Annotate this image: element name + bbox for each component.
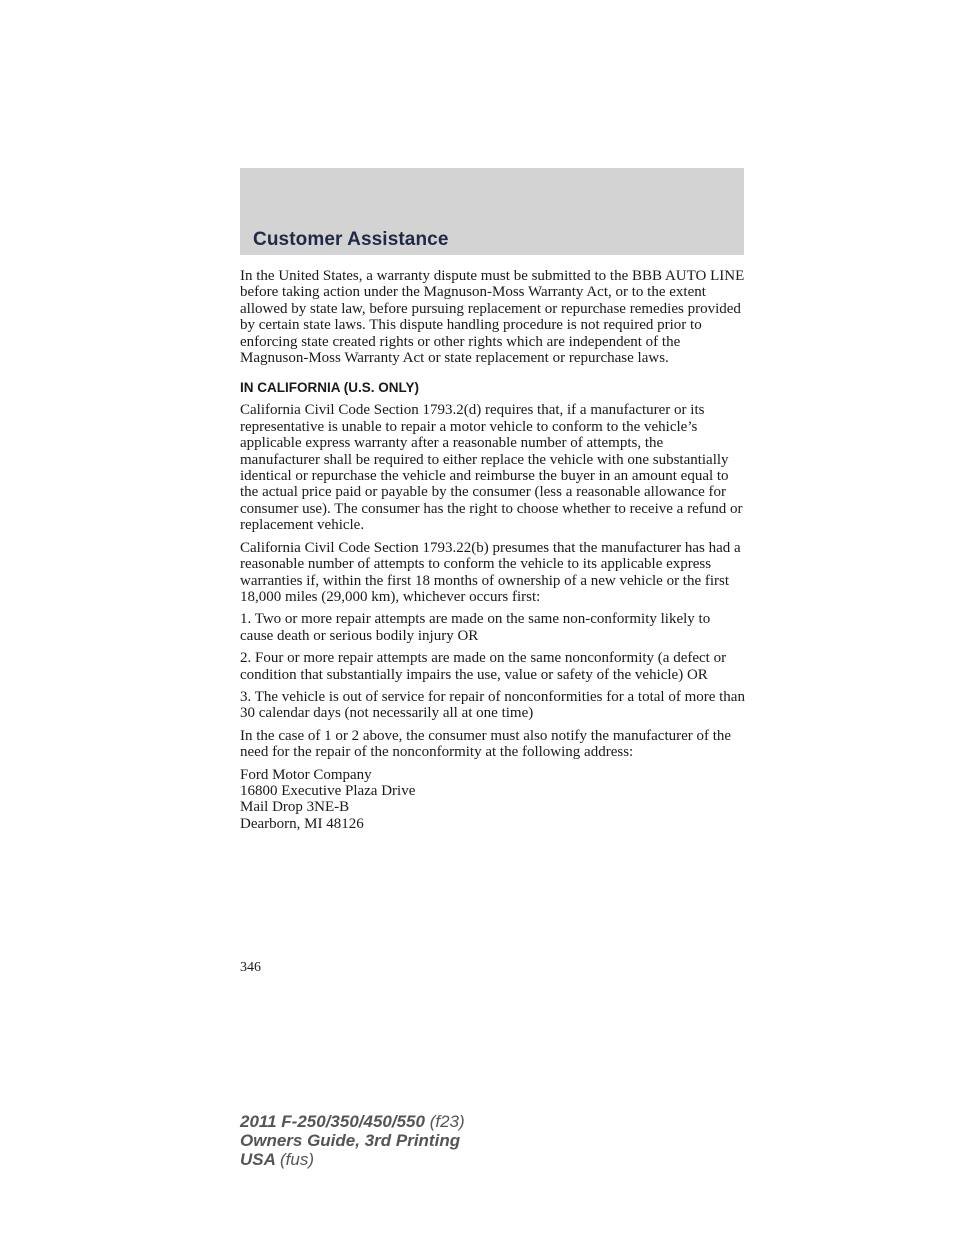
section-title: Customer Assistance <box>253 229 449 250</box>
page-number: 346 <box>240 960 261 975</box>
footer-line-1 <box>240 1112 465 1131</box>
address-line-2: 16800 Executive Plaza Drive <box>240 782 416 799</box>
address-line-1: Ford Motor Company <box>240 766 372 783</box>
page-content <box>240 268 746 832</box>
california-paragraph-2: California Civil Code Section 1793.22(b) presumes that the manufacturer has had a reasonable number of attempts to conform the vehicle to its applicable express warranties if, within the first 18 months of ownership of a new vehicle or the first 18,000 miles (29,000 km), whichever occurs first: <box>240 539 741 605</box>
address-line-3: Mail Drop 3NE-B <box>240 799 350 816</box>
list-item-1: 1. Two or more repair attempts are made on the same non-conformity likely to cause death or serious bodily injury OR <box>240 611 711 644</box>
notify-paragraph: In the case of 1 or 2 above, the consumer must also notify the manufacturer of the need for the repair of the nonconformity at the following address: <box>240 727 732 761</box>
mailing-address <box>240 767 746 833</box>
footer-guide: Owners Guide, 3rd Printing <box>240 1131 461 1150</box>
address-line-4: Dearborn, MI 48126 <box>240 815 364 832</box>
list-item-3: 3. The vehicle is out of service for repair of nonconformities for a total of more than 30 calendar days (not necessarily all at one time) <box>240 688 745 722</box>
footer-line-2 <box>240 1131 465 1150</box>
intro-paragraph: In the United States, a warranty dispute must be submitted to the BBB AUTO LINE before taking action under the Magnuson-Moss Warranty Act, or to the extent allowed by state law, before pursuing replacement or repurchase remedies provided by certain state laws. This dispute handling procedure is not required prior to enforcing state created rights or other rights which are independent of the Magnuson-Moss Warranty Act or state replacement or repurchase laws. <box>240 268 745 367</box>
california-paragraph-1: California Civil Code Section 1793.2(d) requires that, if a manufacturer or its representative is unable to repair a motor vehicle to conform to the vehicle’s applicable express warranty after a reasonable number of attempts, the manufacturer shall be required to either replace the vehicle with one substantially identical or repurchase the vehicle and reimburse the buyer in an amount equal to the actual price paid or payable by the consumer (less a reasonable allowance for consumer use). The consumer has the right to choose whether to receive a refund or replacement vehicle. <box>240 402 743 534</box>
footer-model-code: (f23) <box>429 1112 465 1131</box>
footer-market: USA <box>240 1150 276 1169</box>
section-header-band <box>240 168 744 255</box>
footer-market-code: (fus) <box>280 1150 314 1169</box>
footer-model: 2011 F-250/350/450/550 <box>240 1112 425 1131</box>
footer-line-3 <box>240 1150 465 1169</box>
list-item-2: 2. Four or more repair attempts are made on the same nonconformity (a defect or condition that substantially impairs the use, value or safety of the vehicle) OR <box>240 650 727 683</box>
california-heading: IN CALIFORNIA (U.S. ONLY) <box>240 380 420 396</box>
document-footer <box>240 1112 465 1169</box>
